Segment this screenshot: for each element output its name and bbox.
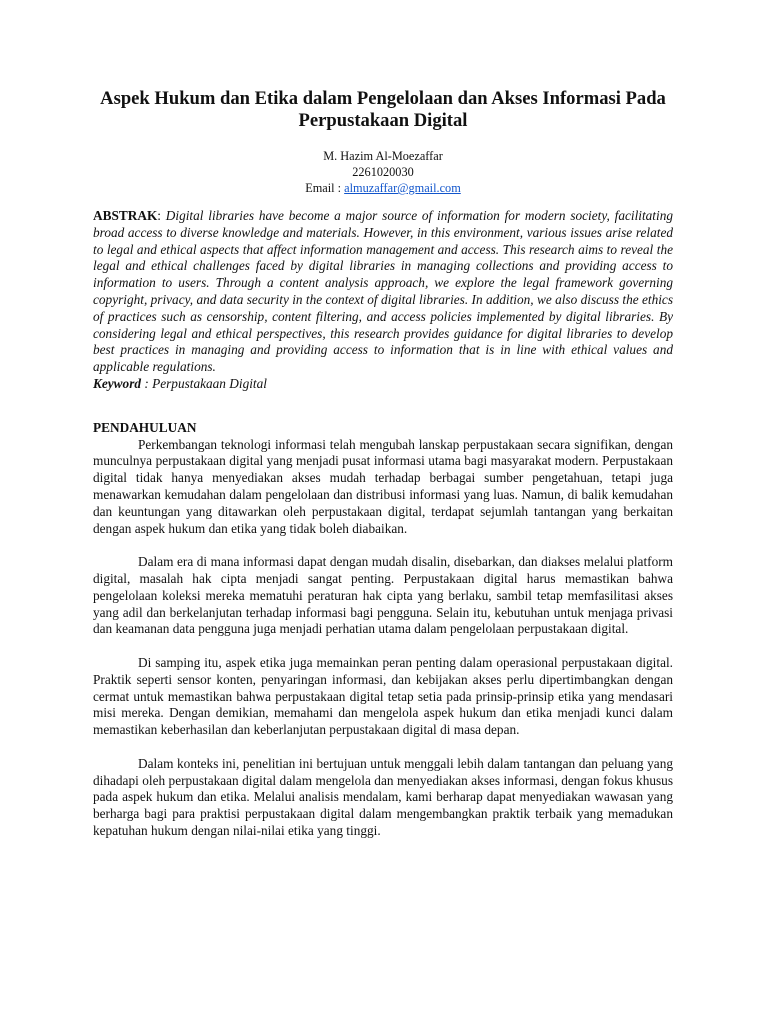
paper-page [93,88,673,840]
email-label: Email : [305,181,345,195]
keyword-separator: : [141,375,153,391]
email-link[interactable]: almuzaffar@gmail.com [344,181,461,195]
author-block [93,148,673,196]
body-paragraph: Dalam era di mana informasi dapat dengan mudah disalin, disebarkan, dan diakses melalui platform digital, masalah hak cipta menjadi sangat penting. Perpustakaan digital harus memastikan bahwa pengelolaan koleksi mereka mematuhi peraturan hak cipta yang berlaku, sambil tetap memfasilitasi akses yang adil dan berkelanjutan terhadap informasi bagi pengguna. Selain itu, kebutuhan untuk menjaga privasi dan keamanan data pengguna juga menjadi perhatian utama dalam pengelolaan perpustakaan digital. [93,554,673,637]
email-line [93,180,673,196]
author-name: M. Hazim Al-Moezaffar [323,149,443,163]
abstract-text: Digital libraries have become a major source of information for modern society, facilitating broad access to diverse knowledge and materials. However, in this environment, various issues arise related to legal and ethical aspects that affect information management and access. This research aims to reveal the legal and ethical challenges faced by digital libraries in managing collections and providing access to information to users. Through a content analysis approach, we explore the legal framework governing copyright, privacy, and data security in the context of digital libraries. In addition, we also discuss the ethics of practices such as censorship, content filtering, and access policies implemented by digital libraries. By considering legal and ethical perspectives, this research provides guidance for digital libraries to develop best practices in managing and providing access to information that is in line with ethical values and applicable regulations. [93,208,673,375]
body-paragraph: Dalam konteks ini, penelitian ini bertujuan untuk menggali lebih dalam tantangan dan peluang yang dihadapi oleh perpustakaan digital dalam mengelola dan menyediakan akses informasi, dengan fokus khusus pada aspek hukum dan etika. Melalui analisis mendalam, kami berharap dapat menyediakan wawasan yang berharga bagi para praktisi perpustakaan digital dalam mengembangkan praktik terbaik yang memadukan kepatuhan hukum dengan nilai-nilai etika yang tinggi. [93,755,673,838]
abstract-label: ABSTRAK [93,208,158,223]
keyword-value: Perpustakaan Digital [152,375,267,391]
student-id: 2261020030 [352,165,414,179]
keyword-label: Keyword [93,375,142,391]
body-paragraph: Di samping itu, aspek etika juga memainkan peran penting dalam operasional perpustakaan digital. Praktik seperti sensor konten, penyaringan informasi, dan kebijakan akses perlu dipertimbangkan dengan cermat untuk memastikan bahwa perpustakaan digital tetap setia pada prinsip-prinsip etika yang mendasari misi mereka. Dengan demikian, memahami dan mengelola aspek hukum dan etika menjadi kunci dalam memastikan keberhasilan dan keberlanjutan perpustakaan digital di masa depan. [93,654,673,738]
abstract-separator: : [157,208,166,223]
abstract [93,208,673,376]
section-heading: PENDAHULUAN [93,419,197,435]
paper-title: Aspek Hukum dan Etika dalam Pengelolaan dan Akses Informasi Pada Perpustakaan Digital [100,88,666,131]
keyword-line [93,376,673,393]
body-paragraph: Perkembangan teknologi informasi telah mengubah lanskap perpustakaan secara signifikan, dengan munculnya perpustakaan digital yang menjadi pusat informasi utama bagi masyarakat modern. Perpustakaan digital tidak hanya menyediakan akses mudah terhadap berbagai sumber pengetahuan, tetapi juga menawarkan kemudahan dalam pengelolaan dan distribusi informasi yang luas. Namun, di balik kemudahan dan keuntungan yang ditawarkan oleh perpustakaan digital, terdapat sejumlah tantangan yang berkaitan dengan aspek hukum dan etika yang tidak boleh diabaikan. [93,436,673,536]
